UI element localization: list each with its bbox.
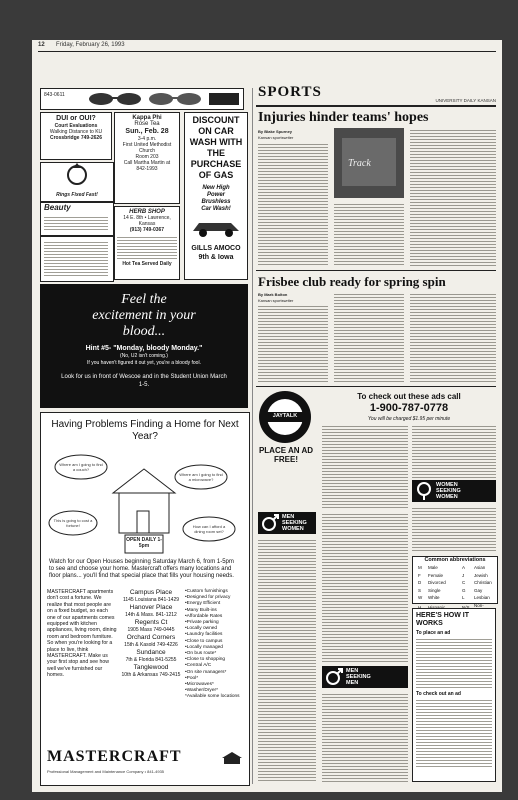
men-symbol-icon bbox=[260, 513, 280, 533]
table-row bbox=[417, 587, 497, 595]
discount-line-11: 9th & Iowa bbox=[198, 254, 234, 261]
frisbee-col-2 bbox=[334, 292, 404, 382]
location-name-5: Tanglewood bbox=[133, 664, 169, 671]
abbr-cell: Divorced bbox=[428, 580, 446, 585]
dui-line-1: Court Evaluations bbox=[54, 123, 98, 129]
women-women-line-1: SEEKING bbox=[436, 488, 461, 494]
discount-line-5: OF GAS bbox=[198, 170, 234, 180]
feature-item: •Custom furnishings bbox=[185, 589, 228, 594]
women-women-line-0: WOMEN bbox=[436, 482, 458, 488]
discount-line-10: GILLS AMOCO bbox=[191, 245, 241, 252]
kappa-title: Kappa Phi bbox=[132, 115, 162, 121]
rings-ad bbox=[40, 162, 114, 202]
abbr-cell: Single bbox=[428, 587, 441, 593]
ads-col-b1 bbox=[412, 424, 496, 478]
blood-sub-2: If you haven't figured it out yet, you're a bloody fool. bbox=[87, 360, 201, 366]
discount-line-0: DISCOUNT bbox=[192, 115, 240, 125]
men-women-line-1: SEEKING bbox=[282, 520, 307, 526]
feature-item: •Private parking bbox=[185, 620, 219, 626]
table-row bbox=[417, 564, 497, 572]
abbr-cell: Christian bbox=[474, 580, 492, 585]
call-title: To check out these ads call bbox=[357, 392, 461, 401]
location-addr-0: 1145 Louisiana 841-1429 bbox=[122, 597, 180, 603]
personals-divider bbox=[256, 386, 496, 387]
kappa-line-4: Room 203 bbox=[135, 154, 159, 160]
abbr-cell: Gay bbox=[474, 587, 483, 593]
blood-hint: Hint #5- "Monday, bloody Monday." bbox=[85, 345, 203, 352]
call-note: You will be charged $1.95 per minute bbox=[367, 416, 451, 422]
injuries-headline: Injuries hinder teams' hopes bbox=[258, 110, 429, 125]
abbr-cell: J bbox=[462, 572, 465, 578]
injuries-kicker: Kansan sportswriter bbox=[258, 135, 294, 140]
bubble-microwave: Where am I going to find a microwave? bbox=[179, 472, 223, 482]
mastercraft-sub: Professional Management and Maintenance Company • 841-4935 bbox=[47, 769, 165, 774]
beauty-title: Beauty bbox=[44, 203, 71, 212]
ads-col-a2 bbox=[322, 512, 408, 662]
beauty-ad bbox=[40, 202, 114, 236]
discount-line-1: ON CAR bbox=[198, 126, 234, 136]
abbr-cell: L bbox=[462, 595, 465, 600]
kappa-line-1: Sun., Feb. 28 bbox=[125, 128, 169, 135]
ring-icon bbox=[41, 163, 113, 187]
location-name-1: Hanover Place bbox=[129, 604, 173, 611]
herb-title: HERB SHOP bbox=[129, 209, 165, 215]
abbr-cell: Jewish bbox=[474, 572, 488, 578]
abbr-cell: D bbox=[418, 580, 422, 585]
abbr-cell: Non- bbox=[474, 602, 484, 608]
sports-title: SPORTS bbox=[258, 84, 322, 100]
feature-item: •Locally managed bbox=[185, 644, 223, 650]
location-addr-1: 14th & Mass. 841-1212 bbox=[125, 612, 177, 618]
frisbee-headline: Frisbee club ready for spring spin bbox=[258, 274, 446, 289]
women-symbol-icon bbox=[414, 481, 434, 501]
feature-item: •Washer/Dryer* bbox=[185, 688, 218, 694]
home-title: Having Problems Finding a Home for Next Year? bbox=[51, 419, 239, 442]
frisbee-col-1 bbox=[258, 304, 328, 382]
blood-sub-1: (No, U2 isn't coming.) bbox=[120, 353, 168, 359]
home-left-text: MASTERCRAFT apartments don't cost a fortune. We realize that most people are on a fixed budget, so each one of our apartments comes equipped with kitchen appliances, living room, dining room and bedroom furniture. So when you're looking for a place to live, think MASTERCRAFT. Make us your first stop and see how well we've furnished our homes. bbox=[47, 589, 117, 679]
abbr-cell: A bbox=[462, 565, 466, 570]
ads-col-c1 bbox=[258, 538, 316, 782]
mastercraft-ad bbox=[40, 412, 250, 786]
feature-item: *Available some locations bbox=[185, 694, 240, 700]
herb-shop-ad bbox=[114, 206, 180, 280]
herb-list bbox=[117, 235, 177, 259]
table-row bbox=[417, 594, 497, 602]
location-addr-5: 10th & Arkansas 749-2415 bbox=[121, 672, 181, 678]
sports-rule bbox=[256, 105, 496, 107]
feature-item: •Many Built-ins bbox=[185, 607, 217, 613]
discount-line-6: New High bbox=[202, 185, 230, 191]
photo-graphic bbox=[334, 128, 404, 198]
sports-paper: UNIVERSITY DAILY KANSAN bbox=[435, 98, 496, 103]
kappa-line-2: 3-4 p.m. bbox=[137, 136, 157, 142]
jaytalk-sub: PLACE AN AD FREE! bbox=[258, 446, 314, 464]
feature-item: •On site managers* bbox=[185, 669, 227, 675]
frisbee-kicker: Kansan sportswriter bbox=[258, 298, 294, 303]
discount-line-4: PURCHASE bbox=[190, 159, 242, 169]
page-date: Friday, February 26, 1993 bbox=[56, 42, 125, 48]
sunglasses-icon bbox=[41, 89, 243, 109]
kappa-line-6: 842-1993 bbox=[136, 166, 158, 172]
feature-item: •Laundry facilities bbox=[185, 632, 223, 638]
injuries-col-3 bbox=[410, 128, 496, 266]
bubble-dining: How can I afford a dining room set? bbox=[192, 524, 226, 534]
dui-line-2: Walking Distance to KU bbox=[49, 129, 103, 135]
feature-item: •Locally owned bbox=[185, 626, 218, 632]
abbr-table bbox=[417, 564, 497, 615]
blood-line-2: blood... bbox=[122, 324, 166, 339]
feature-item: •Energy Efficient bbox=[185, 601, 221, 607]
mastercraft-logo: MASTERCRAFT bbox=[47, 748, 182, 765]
ad-phone-text: 843-0611 bbox=[44, 92, 65, 98]
rings-title: Rings Fixed Fast! bbox=[56, 192, 98, 198]
dui-ad bbox=[40, 112, 112, 160]
dui-line-3: Crossbridge 749-2626 bbox=[50, 135, 102, 141]
equal-housing-icon bbox=[221, 751, 243, 765]
abbr-cell: Asian bbox=[474, 565, 486, 570]
car-icon bbox=[187, 213, 247, 239]
article-divider bbox=[256, 270, 496, 271]
blood-line-1: excitement in your bbox=[92, 308, 196, 323]
location-name-0: Campus Place bbox=[129, 589, 173, 596]
feature-item: •Central A/C bbox=[185, 663, 212, 669]
herb-foot: Hot Tea Served Daily bbox=[122, 261, 172, 267]
how-text-1 bbox=[416, 637, 492, 689]
beauty-text bbox=[44, 215, 108, 231]
abbr-cell: C bbox=[462, 580, 466, 585]
how-step-place: To place an ad bbox=[416, 630, 451, 636]
kappa-phi-ad bbox=[114, 112, 180, 204]
table-row bbox=[417, 572, 497, 580]
call-number: 1-900-787-0778 bbox=[369, 402, 449, 414]
kappa-line-3: First United Methodist Church bbox=[122, 142, 172, 154]
svg-text:Track: Track bbox=[348, 158, 371, 169]
herb-phone: (913) 749-0367 bbox=[129, 227, 165, 233]
discount-line-8: Brushless bbox=[201, 199, 231, 205]
abbreviations-box bbox=[412, 556, 498, 608]
location-name-2: Regents Ct bbox=[134, 619, 168, 626]
discount-line-9: Car Wash! bbox=[201, 206, 231, 212]
ads-col-a3 bbox=[322, 692, 408, 782]
abbr-cell: M bbox=[418, 565, 422, 570]
abbr-cell: Female bbox=[428, 572, 444, 578]
table-row bbox=[417, 579, 497, 587]
how-text-2 bbox=[416, 698, 492, 768]
feature-item: •Close to shopping bbox=[185, 657, 226, 663]
home-body: Watch for our Open Houses beginning Saturday March 6, from 1-5pm to see and choose your home. Mastercraft offers many locations and floor plans... you'll find that special place that fills your housing needs. bbox=[49, 559, 234, 579]
discount-line-7: Power bbox=[206, 192, 225, 198]
abbr-cell: F bbox=[418, 572, 421, 578]
bubble-fortune: This is going to cost a fortune! bbox=[53, 518, 93, 528]
frisbee-col-3 bbox=[410, 292, 496, 382]
injuries-col-1 bbox=[258, 142, 328, 266]
logos-ad bbox=[40, 236, 114, 282]
features-list bbox=[185, 589, 247, 701]
abbr-cell: White bbox=[428, 595, 440, 600]
abbr-cell: Lesbian bbox=[474, 595, 490, 600]
women-women-banner bbox=[412, 480, 496, 502]
frisbee-byline: By Mark Bolton bbox=[258, 292, 288, 297]
how-it-works-box bbox=[412, 608, 496, 782]
men-women-line-2: WOMEN bbox=[282, 526, 304, 532]
abbr-title: Common abbreviations bbox=[424, 557, 486, 563]
blood-drive-ad bbox=[40, 284, 248, 408]
kappa-line-0: Rose Tea bbox=[134, 121, 160, 127]
location-addr-4: 7th & Florida 841-5255 bbox=[125, 657, 177, 663]
feature-item: •Microwaves* bbox=[185, 682, 214, 688]
location-name-4: Sundance bbox=[136, 649, 166, 656]
blood-foot: Look for us in front of Wescoe and in the Student Union March 1-5. bbox=[61, 374, 227, 388]
column-divider bbox=[252, 88, 253, 784]
injuries-col-2 bbox=[334, 202, 404, 266]
open-daily-sign: OPEN DAILY 1-5pm bbox=[126, 537, 162, 549]
dui-title: DUI or OUI? bbox=[56, 115, 96, 122]
herb-addr: 14 E. 8th • Lawrence, Kansas bbox=[123, 215, 171, 227]
discount-line-2: WASH WITH bbox=[189, 137, 243, 147]
how-step-check: To check out an ad bbox=[416, 691, 461, 697]
car-wash-ad bbox=[184, 112, 248, 280]
abbr-cell: S bbox=[418, 587, 422, 593]
location-addr-3: 15th & Kasold 749-4226 bbox=[124, 642, 178, 648]
feature-item: •Designed for privacy bbox=[185, 595, 231, 601]
women-women-line-2: WOMEN bbox=[436, 494, 458, 500]
bubble-couch: Where am I going to find a couch? bbox=[59, 462, 103, 472]
page-number: 12 bbox=[38, 42, 45, 48]
feature-item: •Close to campus bbox=[185, 638, 223, 644]
feature-item: •On bus route* bbox=[185, 651, 217, 657]
men-men-line-2: MEN bbox=[346, 680, 359, 686]
men-women-banner bbox=[258, 512, 316, 534]
men-men-banner bbox=[322, 666, 408, 688]
article-photo bbox=[334, 128, 404, 198]
header-rule bbox=[38, 51, 496, 52]
men-women-line-0: MEN bbox=[282, 514, 295, 520]
jaytalk-name: JAYTALK bbox=[272, 413, 298, 419]
abbr-cell: W bbox=[418, 595, 423, 600]
sunglasses-ad bbox=[40, 88, 244, 110]
ads-col-b2 bbox=[412, 506, 496, 552]
abbr-cell: Male bbox=[428, 565, 438, 570]
location-name-3: Orchard Corners bbox=[126, 634, 176, 641]
men-men-line-1: SEEKING bbox=[346, 674, 371, 680]
how-title: HERE'S HOW IT WORKS bbox=[416, 612, 469, 627]
kappa-line-5: Call Martha Martin at bbox=[123, 160, 171, 166]
men-symbol-icon bbox=[324, 667, 344, 687]
feature-item: •Affordable Rates bbox=[185, 613, 223, 619]
blood-line-0: Feel the bbox=[121, 292, 167, 307]
logos-text bbox=[44, 240, 108, 276]
feature-item: •Pool* bbox=[185, 675, 199, 681]
ads-col-a1 bbox=[322, 424, 408, 508]
discount-line-3: THE bbox=[207, 148, 225, 158]
men-men-line-0: MEN bbox=[346, 668, 359, 674]
injuries-byline: By Blake Spurney bbox=[258, 129, 293, 134]
newspaper-page bbox=[32, 40, 502, 792]
location-addr-2: 1905 Mass 749-0445 bbox=[127, 627, 175, 633]
abbr-cell: G bbox=[462, 587, 466, 593]
locations-list bbox=[119, 589, 183, 679]
